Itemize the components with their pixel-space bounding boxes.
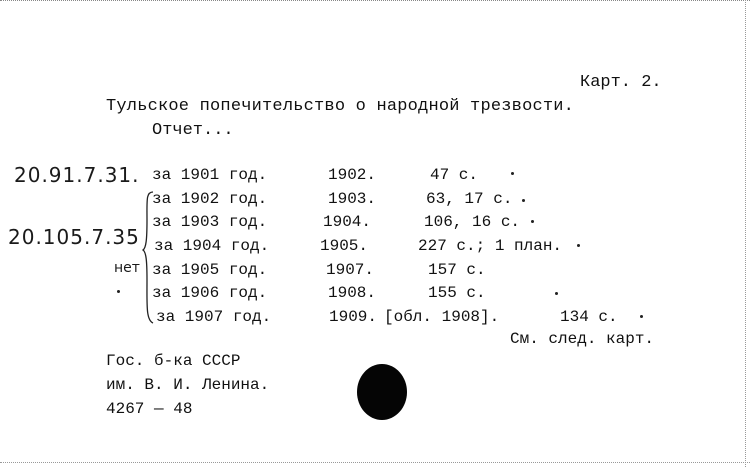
report-pages: 134 с.: [560, 308, 618, 326]
report-row: [0, 190, 750, 214]
report-pages: 157 с.: [428, 261, 486, 279]
report-pages: 155 с.: [428, 284, 486, 302]
report-for: за 1902 год.: [152, 190, 268, 208]
report-year: 1903.: [328, 190, 377, 208]
ink-dot: [522, 199, 525, 202]
card-bottom-edge: [0, 462, 750, 465]
report-year: 1909.: [329, 308, 378, 326]
library-line-2: им. В. И. Ленина.: [106, 376, 270, 394]
report-pages: 63, 17 с.: [426, 190, 513, 208]
card-top-edge: [0, 0, 750, 5]
card-subtitle: Отчет...: [152, 121, 234, 140]
report-row: [0, 237, 750, 261]
report-year: 1905.: [320, 237, 369, 255]
report-note: [обл. 1908].: [384, 308, 500, 326]
report-pages: 47 с.: [430, 166, 479, 184]
report-year: 1904.: [323, 213, 372, 231]
punch-hole: [357, 364, 407, 420]
report-for: за 1904 год.: [154, 237, 270, 255]
report-for: за 1905 год.: [152, 261, 268, 279]
library-line-3: 4267 — 48: [106, 400, 193, 418]
net-mark: нет: [114, 260, 140, 276]
report-row: [0, 213, 750, 237]
report-year: 1907.: [326, 261, 375, 279]
report-row: [0, 166, 750, 190]
shelf-mark-2: 20.105.7.35: [8, 225, 140, 249]
card-number: Карт. 2.: [580, 73, 662, 92]
ink-dot: [555, 292, 558, 295]
ink-dot: [640, 315, 643, 318]
report-for: за 1901 год.: [152, 166, 268, 184]
report-pages: 106, 16 с.: [424, 213, 521, 231]
see-next-card: См. след. карт.: [510, 330, 655, 348]
report-for: за 1907 год.: [156, 308, 272, 326]
report-row: [0, 308, 750, 332]
library-line-1: Гос. б-ка СССР: [106, 352, 241, 370]
ink-dot: [531, 220, 534, 223]
shelf-mark-1: 20.91.7.31.: [14, 163, 140, 187]
ink-dot: [117, 290, 120, 293]
report-row: [0, 284, 750, 308]
ink-dot: [511, 172, 514, 175]
report-year: 1902.: [328, 166, 377, 184]
ink-dot: [577, 244, 580, 247]
report-year: 1908.: [328, 284, 377, 302]
report-for: за 1906 год.: [152, 284, 268, 302]
report-row: [0, 261, 750, 285]
card-title: Тульское попечительство о народной трезвости.: [106, 97, 575, 116]
report-for: за 1903 год.: [152, 213, 268, 231]
report-pages: 227 с.; 1 план.: [418, 237, 563, 255]
